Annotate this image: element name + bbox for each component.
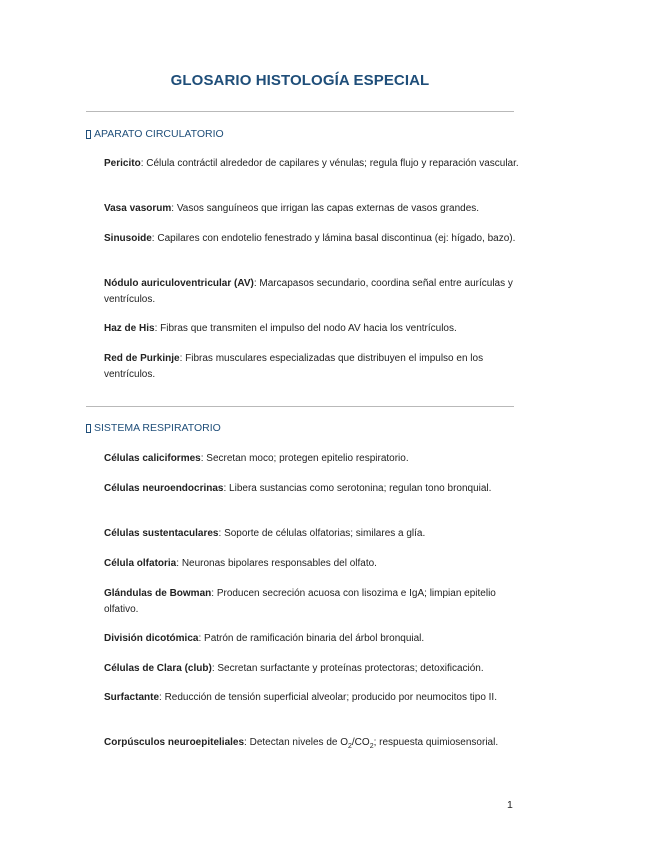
entry-definition: Célula contráctil alrededor de capilares y vénulas; regula flujo y reparación vascular.: [146, 158, 519, 169]
entry-term: Red de Purkinje: [104, 353, 180, 364]
entry-term: Célula olfatoria: [104, 558, 177, 569]
glossary-entry: Células de Clara (club): Secretan surfactante y proteínas protectoras; detoxificación.: [104, 663, 484, 674]
page-number: 1: [507, 799, 513, 811]
box-icon: [86, 130, 91, 139]
entry-definition: Producen secreción acuosa con lisozima e IgA; limpian epitelio olfativo.: [104, 588, 496, 615]
entry-definition: Fibras musculares especializadas que distribuyen el impulso en los ventrículos.: [104, 353, 484, 380]
section-heading-label: SISTEMA RESPIRATORIO: [94, 422, 221, 434]
page-title: GLOSARIO HISTOLOGÍA ESPECIAL: [170, 72, 430, 89]
divider: [86, 111, 514, 112]
entry-definition: Vasos sanguíneos que irrigan las capas externas de vasos grandes.: [176, 203, 480, 214]
section-heading-label: APARATO CIRCULATORIO: [94, 128, 224, 140]
glossary-entry: Surfactante: Reducción de tensión superficial alveolar; producido por neumocitos tipo II.: [104, 692, 497, 703]
glossary-entry: Haz de His: Fibras que transmiten el impulso del nodo AV hacia los ventrículos.: [104, 323, 457, 334]
entry-term: Nódulo auriculoventricular (AV): [104, 278, 254, 289]
entry-term: Células caliciformes: [104, 453, 201, 464]
glossary-entry: División dicotómica: Patrón de ramificación binaria del árbol bronquial.: [104, 633, 425, 644]
entry-definition: Capilares con endotelio fenestrado y lámina basal discontinua (ej: hígado, bazo).: [157, 233, 516, 244]
entry-definition: Fibras que transmiten el impulso del nodo AV hacia los ventrículos.: [160, 323, 457, 334]
glossary-entry: Nódulo auriculoventricular (AV): Marcapasos secundario, coordina señal entre aurículas y ventrículos.: [104, 278, 513, 305]
glossary-entry: Células neuroendocrinas: Libera sustancias como serotonina; regulan tono bronquial.: [104, 483, 492, 494]
glossary-entry: Glándulas de Bowman: Producen secreción acuosa con lisozima e IgA; limpian epitelio olfativo.: [104, 588, 496, 615]
glossary-entry: Vasa vasorum: Vasos sanguíneos que irrigan las capas externas de vasos grandes.: [104, 203, 480, 214]
section-heading-circulatorio: [86, 128, 224, 140]
divider: [86, 406, 514, 407]
glossary-entry: Sinusoide: Capilares con endotelio fenestrado y lámina basal discontinua (ej: hígado, bazo).: [104, 233, 516, 244]
entry-term: Sinusoide: [104, 233, 152, 244]
section-heading-respiratorio: [86, 422, 221, 434]
entry-term: División dicotómica: [104, 633, 199, 644]
entry-definition: Patrón de ramificación binaria del árbol bronquial.: [204, 633, 425, 644]
entry-term: Células de Clara (club): [104, 663, 212, 674]
glossary-entry: Corpúsculos neuroepiteliales: Detectan niveles de $O_2/CO_2$; respuesta quimiosensorial.: [104, 737, 499, 750]
entry-term: Vasa vasorum: [104, 203, 172, 214]
entry-definition: Neuronas bipolares responsables del olfato.: [181, 558, 377, 569]
entry-definition: Reducción de tensión superficial alveolar; producido por neumocitos tipo II.: [164, 692, 497, 703]
entry-definition: Marcapasos secundario, coordina señal entre aurículas y ventrículos.: [104, 278, 513, 305]
entry-term: Corpúsculos neuroepiteliales: [104, 737, 245, 748]
entry-term: Células sustentaculares: [104, 528, 219, 539]
entry-definition: Secretan surfactante y proteínas protectoras; detoxificación.: [217, 663, 484, 674]
entry-term: Haz de His: [104, 323, 155, 334]
glossary-entry: Red de Purkinje: Fibras musculares especializadas que distribuyen el impulso en los ventrículos.: [104, 353, 484, 380]
entry-definition: Detectan niveles de $O_2/CO_2$; respuesta quimiosensorial.: [249, 737, 499, 750]
glossary-entry: Pericito: Célula contráctil alrededor de capilares y vénulas; regula flujo y reparación vascular.: [104, 158, 519, 169]
entry-term: Células neuroendocrinas: [104, 483, 224, 494]
glossary-entry: Célula olfatoria: Neuronas bipolares responsables del olfato.: [104, 558, 377, 569]
entry-definition: Soporte de células olfatorias; similares a glía.: [224, 528, 426, 539]
entry-definition: Secretan moco; protegen epitelio respiratorio.: [206, 453, 409, 464]
entry-definition: Libera sustancias como serotonina; regulan tono bronquial.: [229, 483, 492, 494]
glossary-entry: Células sustentaculares: Soporte de células olfatorias; similares a glía.: [104, 528, 426, 539]
entry-term: Glándulas de Bowman: [104, 588, 212, 599]
entry-term: Pericito: [104, 158, 141, 169]
box-icon: [86, 424, 91, 433]
glossary-entry: Células caliciformes: Secretan moco; protegen epitelio respiratorio.: [104, 453, 409, 464]
entry-term: Surfactante: [104, 692, 160, 703]
